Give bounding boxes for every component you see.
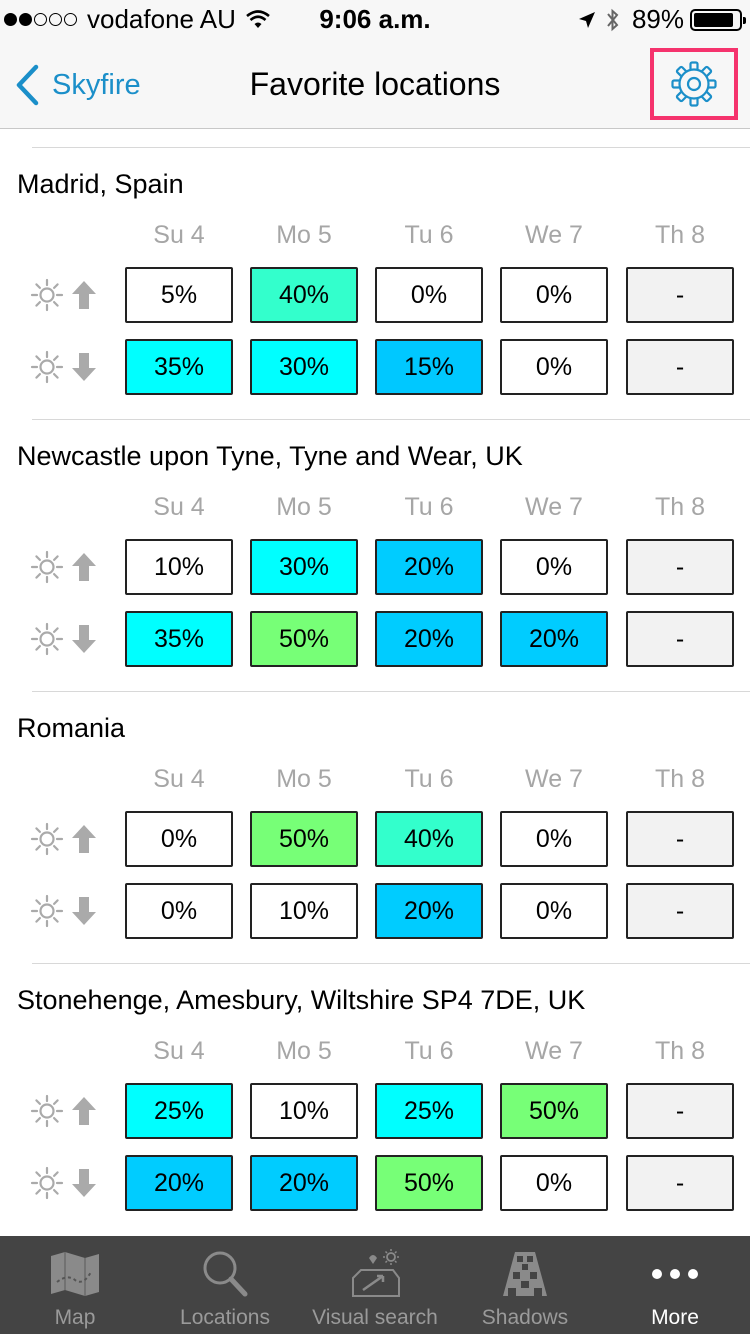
day-label: Th 8 (654, 493, 706, 521)
day-label: Mo 5 (276, 221, 332, 249)
tab-label: Map (54, 1306, 96, 1329)
sunrise-forecast-cell[interactable]: 30% (250, 539, 358, 595)
status-time: 9:06 a.m. (319, 4, 431, 34)
sunrise-forecast-cell[interactable]: 5% (125, 267, 233, 323)
sunset-forecast-cell[interactable]: 35% (125, 611, 233, 667)
carrier-name: vodafone AU (87, 4, 236, 34)
tab-locations[interactable] (150, 1236, 300, 1334)
magnifier-icon (197, 1248, 253, 1300)
sunset-forecast-cell[interactable]: - (626, 611, 734, 667)
status-right (578, 4, 742, 35)
sunrise-forecast-cell[interactable]: 40% (375, 811, 483, 867)
location-arrow-icon (578, 11, 596, 29)
tab-more[interactable] (600, 1236, 750, 1334)
day-label: Tu 6 (404, 493, 454, 521)
tab-label: Locations (180, 1306, 270, 1329)
location-name[interactable]: Romania (17, 713, 126, 743)
tab-label: More (651, 1306, 699, 1329)
day-label: Su 4 (153, 493, 205, 521)
back-button-label: Skyfire (52, 68, 141, 101)
sunrise-forecast-cell[interactable]: 20% (375, 539, 483, 595)
sunrise-forecast-cell[interactable]: 40% (250, 267, 358, 323)
sunrise-forecast-cell[interactable]: - (626, 267, 734, 323)
location-name[interactable]: Madrid, Spain (17, 169, 184, 199)
day-label: We 7 (525, 1037, 583, 1065)
navigation-bar (0, 40, 750, 129)
shadows-icon (497, 1248, 553, 1300)
sunrise-forecast-cell[interactable]: - (626, 811, 734, 867)
day-label: Tu 6 (404, 1037, 454, 1065)
sun-up-arrow-icon (30, 549, 98, 585)
tab-visual-search[interactable] (300, 1236, 450, 1334)
sunrise-forecast-cell[interactable]: 10% (125, 539, 233, 595)
sun-down-arrow-icon (30, 621, 98, 657)
sunset-forecast-cell[interactable]: 0% (500, 1155, 608, 1211)
sun-up-arrow-icon (30, 277, 98, 313)
tab-shadows[interactable] (450, 1236, 600, 1334)
sunrise-forecast-cell[interactable]: 0% (500, 267, 608, 323)
day-label: Th 8 (654, 1037, 706, 1065)
sunset-forecast-cell[interactable]: 0% (500, 339, 608, 395)
more-dots-icon (647, 1248, 703, 1300)
day-label: We 7 (525, 765, 583, 793)
sunrise-forecast-cell[interactable]: 0% (500, 811, 608, 867)
day-label: Th 8 (654, 221, 706, 249)
section-divider (32, 419, 750, 420)
day-label: Tu 6 (404, 765, 454, 793)
favorite-locations-list (0, 130, 750, 1236)
day-label: We 7 (525, 221, 583, 249)
day-label: Su 4 (153, 1037, 205, 1065)
gear-icon (671, 61, 717, 107)
sunset-forecast-cell[interactable]: - (626, 1155, 734, 1211)
tab-label: Shadows (481, 1306, 569, 1329)
sunrise-forecast-cell[interactable]: 25% (125, 1083, 233, 1139)
sunset-forecast-cell[interactable]: 35% (125, 339, 233, 395)
sunset-forecast-cell[interactable]: 0% (125, 883, 233, 939)
settings-button[interactable] (650, 48, 738, 120)
status-bar (0, 0, 750, 40)
sunset-forecast-cell[interactable]: - (626, 339, 734, 395)
sunrise-forecast-cell[interactable]: - (626, 1083, 734, 1139)
day-label: Th 8 (654, 765, 706, 793)
section-divider (32, 147, 750, 148)
sunset-forecast-cell[interactable]: 10% (250, 883, 358, 939)
sunset-forecast-cell[interactable]: - (626, 883, 734, 939)
day-label: Mo 5 (276, 1037, 332, 1065)
sun-down-arrow-icon (30, 349, 98, 385)
location-name[interactable]: Stonehenge, Amesbury, Wiltshire SP4 7DE, UK (17, 985, 586, 1015)
sunset-forecast-cell[interactable]: 15% (375, 339, 483, 395)
battery-icon (690, 9, 742, 31)
tab-map[interactable] (0, 1236, 150, 1334)
sun-down-arrow-icon (30, 893, 98, 929)
day-label: Mo 5 (276, 765, 332, 793)
bluetooth-icon (606, 8, 620, 32)
sunset-forecast-cell[interactable]: 30% (250, 339, 358, 395)
tab-bar (0, 1236, 750, 1334)
section-divider (32, 691, 750, 692)
sunset-forecast-cell[interactable]: 20% (500, 611, 608, 667)
sunrise-forecast-cell[interactable]: 10% (250, 1083, 358, 1139)
sunset-forecast-cell[interactable]: 20% (250, 1155, 358, 1211)
sun-up-arrow-icon (30, 1093, 98, 1129)
day-label: We 7 (525, 493, 583, 521)
day-label: Su 4 (153, 221, 205, 249)
day-label: Tu 6 (404, 221, 454, 249)
map-icon (47, 1248, 103, 1300)
sunrise-forecast-cell[interactable]: 50% (250, 811, 358, 867)
page-title: Favorite locations (249, 66, 501, 102)
visual-search-icon (347, 1248, 403, 1300)
sun-up-arrow-icon (30, 821, 98, 857)
sunrise-forecast-cell[interactable]: 0% (375, 267, 483, 323)
day-label: Su 4 (153, 765, 205, 793)
sunset-forecast-cell[interactable]: 20% (375, 611, 483, 667)
sunrise-forecast-cell[interactable]: - (626, 539, 734, 595)
sunrise-forecast-cell[interactable]: 50% (500, 1083, 608, 1139)
section-divider (32, 963, 750, 964)
sunset-forecast-cell[interactable]: 50% (375, 1155, 483, 1211)
sunrise-forecast-cell[interactable]: 25% (375, 1083, 483, 1139)
sunset-forecast-cell[interactable]: 0% (500, 883, 608, 939)
sunrise-forecast-cell[interactable]: 0% (500, 539, 608, 595)
sunset-forecast-cell[interactable]: 20% (125, 1155, 233, 1211)
sun-down-arrow-icon (30, 1165, 98, 1201)
battery-percent: 89% (631, 4, 684, 34)
day-label: Mo 5 (276, 493, 332, 521)
sunrise-forecast-cell[interactable]: 0% (125, 811, 233, 867)
sunset-forecast-cell[interactable]: 50% (250, 611, 358, 667)
tab-label: Visual search (312, 1306, 438, 1329)
sunset-forecast-cell[interactable]: 20% (375, 883, 483, 939)
location-name[interactable]: Newcastle upon Tyne, Tyne and Wear, UK (17, 441, 523, 471)
